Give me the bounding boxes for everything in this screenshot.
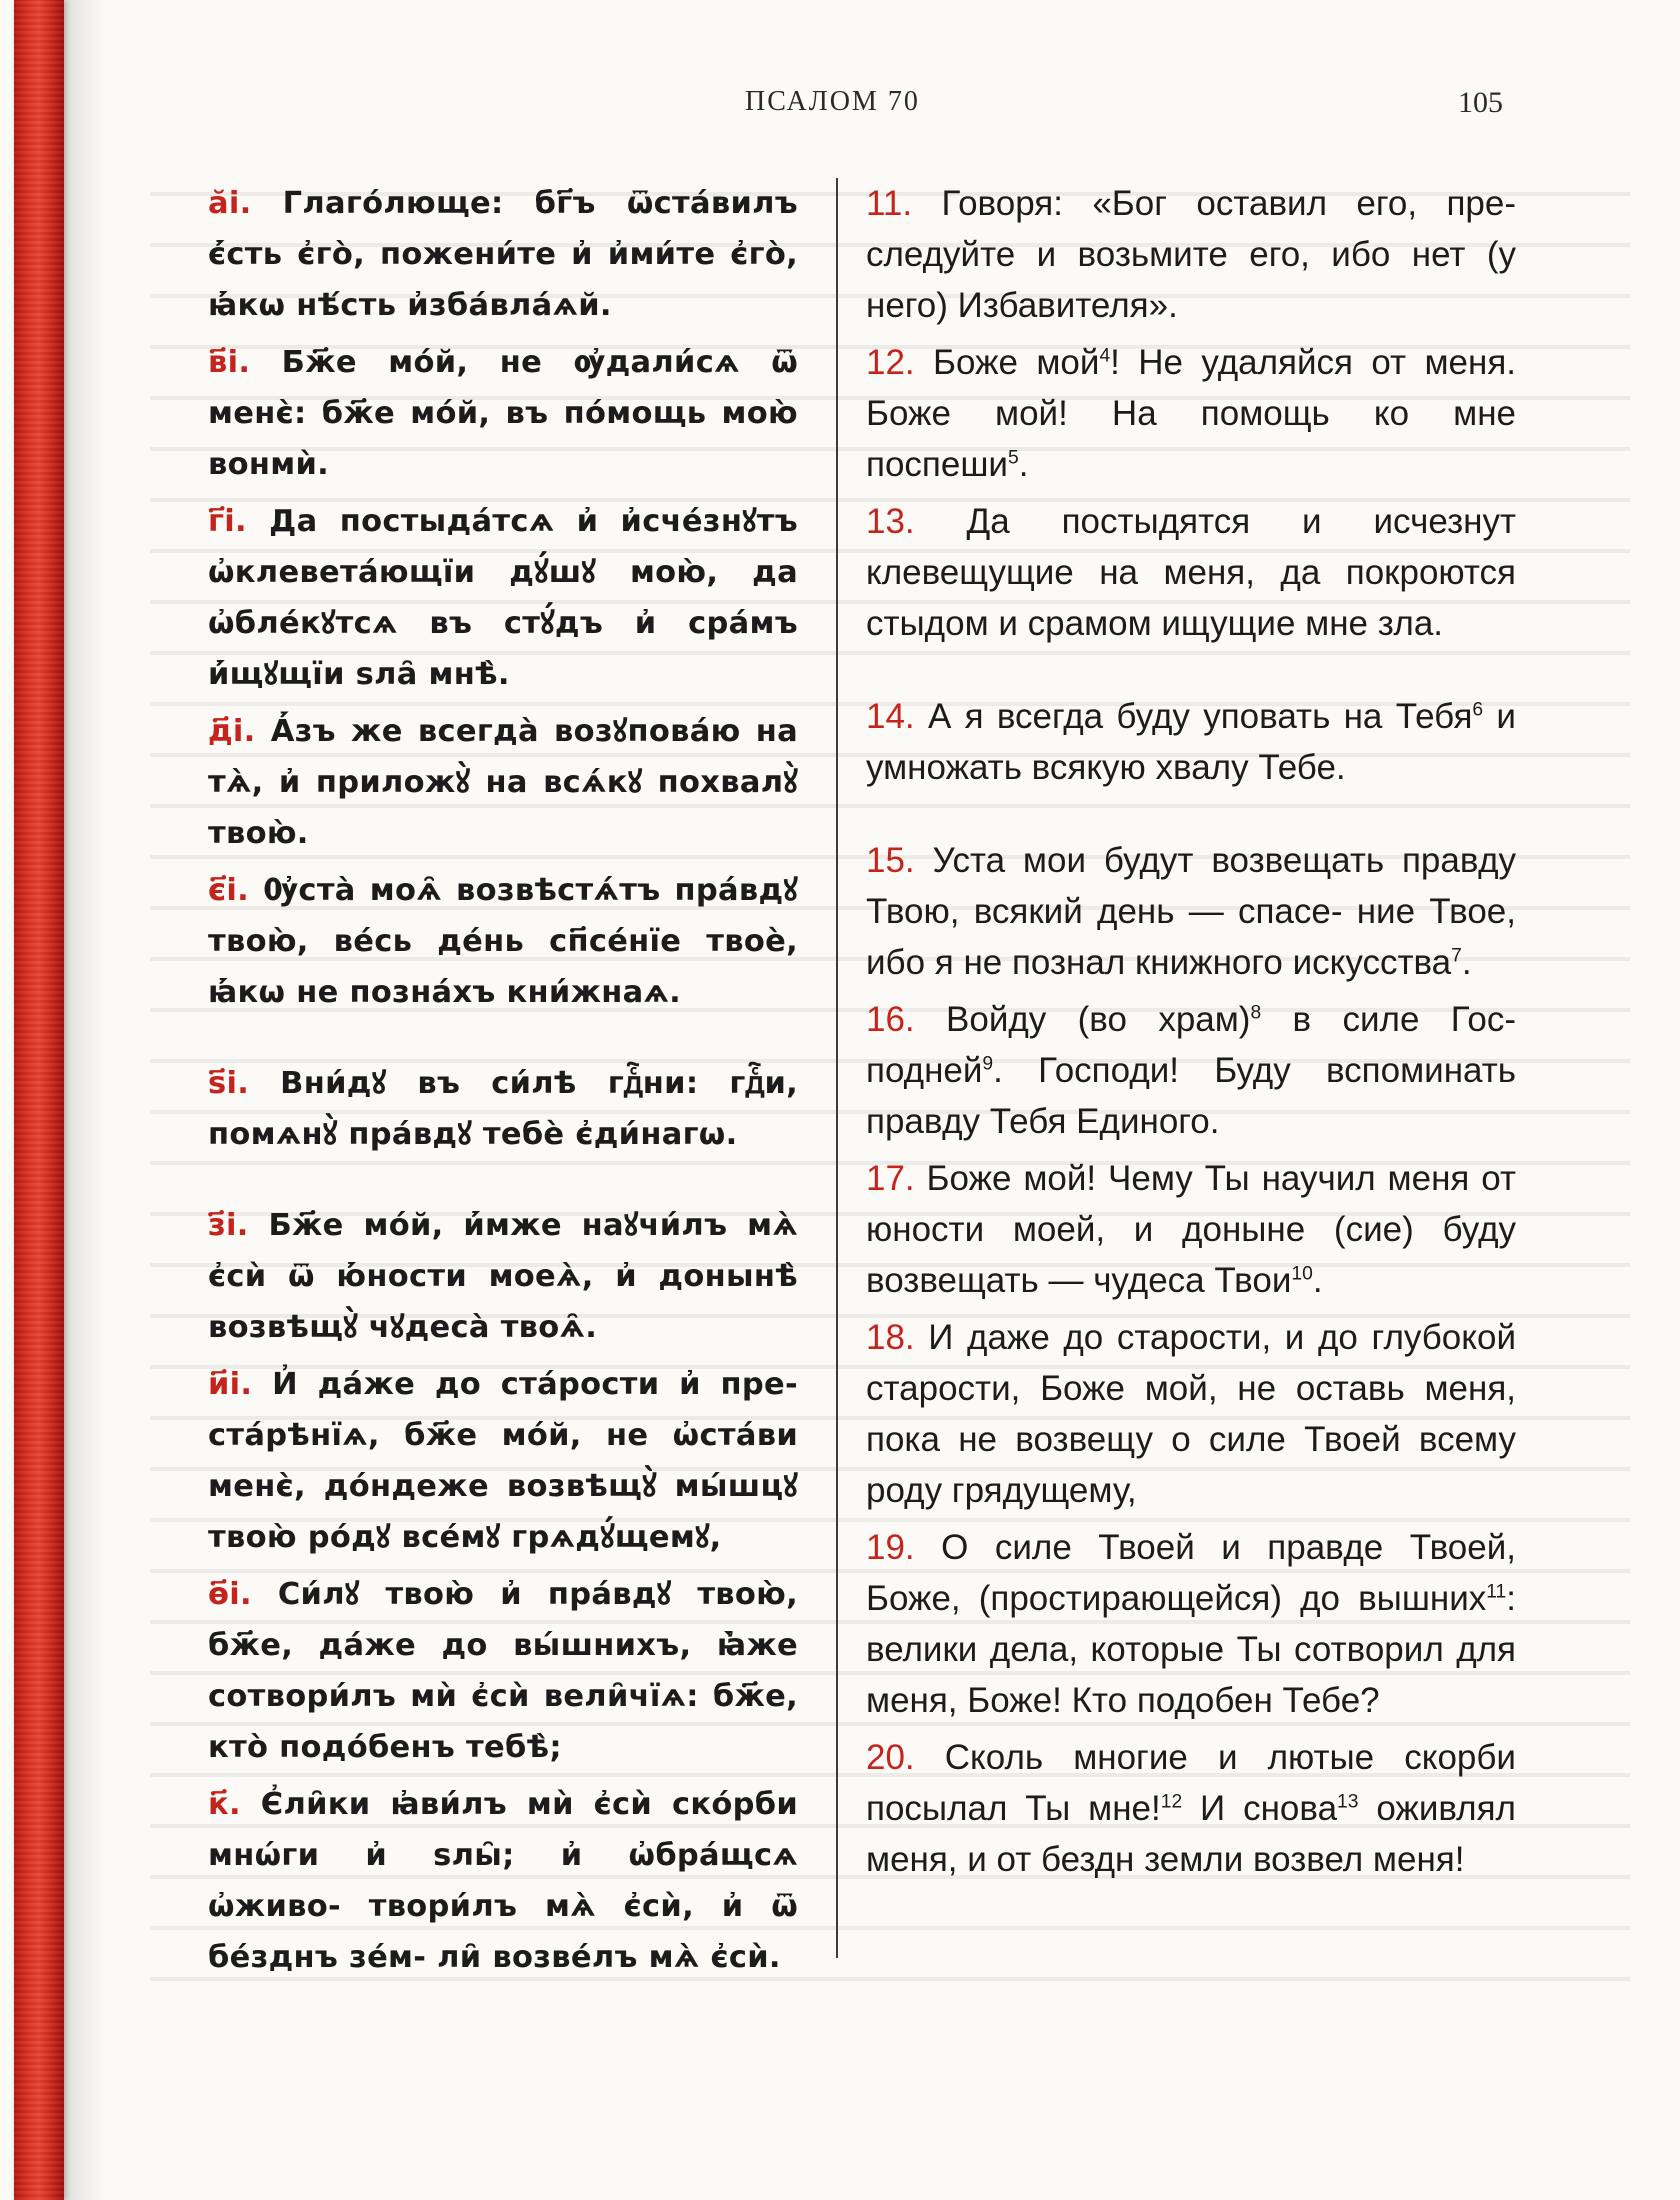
verse [208, 1779, 798, 1983]
footnote-marker: 7 [1451, 945, 1462, 967]
verse-text: . Господи! Буду вспоминать правду Тебя Единого. [866, 1051, 1516, 1141]
verse-number: в҃і. [208, 345, 251, 380]
footnote-marker: 5 [1007, 447, 1019, 469]
verse-number: д҃і. [208, 714, 256, 749]
verse [866, 496, 1516, 649]
verse-text: . [1312, 1261, 1323, 1300]
verse-number: 12. [866, 343, 915, 382]
verse-text: Да постыдятся и исчезнут клевещущие на меня, да покроются стыдом и срамом ищущие мне зла. [866, 502, 1516, 643]
verse-text: И снова [1182, 1789, 1338, 1828]
verse-text: А я всегда буду уповать на Тебя [927, 697, 1473, 736]
verse-text: Ѹ҆ста̀ моѧ̑ возвѣстѧ́тъ пра́вдꙋ твою̀, ве́сь де́нь сп҃се́нїе твоѐ, ꙗ҆́кѡ не позна́хъ кни́жнаѧ. [208, 873, 799, 1010]
verse-number: ӑі. [208, 186, 252, 221]
verse [866, 1153, 1516, 1306]
verse-text: Боже мой [933, 343, 1100, 382]
verse-number: ѕ҃і. [208, 1066, 250, 1101]
bookmark-ribbon [14, 0, 64, 2200]
verse-text: : велики дела, которые Ты сотворил для меня, Боже! Кто подобен Тебе? [866, 1579, 1516, 1720]
verse [866, 691, 1516, 793]
verse-number: 17. [866, 1159, 915, 1198]
footnote-marker: 8 [1250, 1002, 1262, 1024]
verse [208, 178, 798, 331]
verse [208, 337, 798, 490]
church-slavonic-column [208, 178, 798, 1989]
verse-number: 19. [866, 1528, 915, 1567]
verse-text: и умножать всякую хвалу Тебе. [866, 697, 1516, 787]
verse [208, 1359, 798, 1563]
verse-text: оживлял меня, и от бездн земли возвел меня! [866, 1789, 1516, 1879]
verse-number: 11. [866, 184, 913, 223]
footnote-marker: 12 [1160, 1791, 1183, 1813]
verse-text: А҆́зъ же всегда̀ возꙋпова́ю на тѧ̀, и҆ приложꙋ̀ на всѧ́кꙋ похвалꙋ̀ твою̀. [208, 714, 798, 851]
verse-text: О силе Твоей и правде Твоей, Боже, (простирающейся) до вышних [866, 1528, 1516, 1618]
footnote-marker: 4 [1099, 345, 1111, 367]
verse [866, 337, 1516, 490]
verse-text: Бж҃е мо́й, и҆́мже наꙋчи́лъ мѧ̀ є҆сѝ ѿ ю҆́ности моеѧ̀, и҆ донынѣ̀ возвѣщꙋ̀ чꙋдеса̀ твоѧ̑. [208, 1208, 798, 1345]
verse-text: И҆ да́же до ста́рости и҆ пре- ста́рѣнїѧ, бж҃е мо́й, не ѡ҆ста́ви менє̀, до́ндеже возвѣщꙋ̀ мы́шцꙋ твою̀ ро́дꙋ все́мꙋ грѧдꙋ́щемꙋ, [208, 1367, 798, 1555]
page-gutter-shadow [64, 0, 104, 2200]
verse-number: и҃і. [208, 1367, 253, 1402]
footnote-marker: 9 [982, 1053, 994, 1075]
verse-number: 16. [866, 1000, 915, 1039]
verse-text: Вни́дꙋ въ си́лѣ гдⷭ҇ни: гдⷭ҇и, помѧнꙋ̀ пра́вдꙋ тебѐ є҆ди́нагѡ. [208, 1066, 798, 1152]
verse [208, 706, 798, 859]
verse-number: з҃і. [208, 1208, 249, 1243]
verse [208, 865, 798, 1018]
verse [208, 1569, 798, 1773]
russian-column [866, 178, 1516, 1891]
verse-text: Си́лꙋ твою̀ и҆ пра́вдꙋ твою̀, бж҃е, да́же до вы́шнихъ, ꙗ҆̀же сотвори́лъ мѝ є҆сѝ вели̑чїѧ: бж҃е, кто̀ подо́бенъ тебѣ̀; [208, 1577, 798, 1765]
page-number: 105 [1458, 86, 1503, 119]
column-divider [836, 178, 838, 1958]
footnote-marker: 10 [1291, 1263, 1313, 1285]
verse-text: ! Не удаляйся от меня. Боже мой! На помощь ко мне поспеши [866, 343, 1516, 484]
footnote-marker: 11 [1486, 1581, 1507, 1603]
footnote-marker: 6 [1472, 699, 1484, 721]
verse-number: 13. [866, 502, 915, 541]
verse-text: Уста мои будут возвещать правду Твою, всякий день — спасе- ние Твое, ибо я не познал книжного искусства [866, 841, 1516, 982]
psalm-title: ПСАЛОМ 70 [745, 86, 920, 117]
verse-text: . [1461, 943, 1472, 982]
verse-text: Боже мой! Чему Ты научил меня от юности моей, и доныне (сие) буду возвещать — чудеса Твои [866, 1159, 1516, 1300]
verse [208, 1058, 798, 1160]
verse-number: 20. [866, 1738, 915, 1777]
verse-number: г҃і. [208, 504, 247, 539]
running-head [0, 86, 1680, 126]
verse-number: ѳ҃і. [208, 1577, 252, 1612]
verse-text: Да постыда́тсѧ и҆ и҆сче́знꙋтъ ѡ҆клевета́ющїи дꙋ́шꙋ мою̀, да ѡ҆бле́кꙋтсѧ въ стꙋ́дъ и҆ сра́мъ и҆́щꙋщїи ѕла̑ мнѣ̀. [208, 504, 798, 692]
verse [866, 994, 1516, 1147]
verse-text: Глаго́люще: бг҃ъ ѿста́вилъ є҆́сть є҆го̀, пожени́те и҆ и҆ми́те є҆го̀, ꙗ҆́кѡ нѣ́сть и҆зба́вла́ѧй. [208, 186, 798, 323]
verse [866, 178, 1516, 331]
verse [866, 1312, 1516, 1516]
verse [866, 1522, 1516, 1726]
verse-text: Бж҃е мо́й, не ѹ҆дали́сѧ ѿ менє̀: бж҃е мо́й, въ по́мощь мою̀ вонмѝ. [208, 345, 799, 482]
verse-text: Є҆ли̑ки ꙗ҆ви́лъ мѝ є҆сѝ ско́рби мнѡ́ги и҆ ѕлы̑; и҆ ѡ҆бра́щсѧ ѡ҆живо- твори́лъ мѧ̀ є҆сѝ, и҆ ѿ бе́зднъ зе́м- ли̑ возве́лъ мѧ̀ є҆сѝ. [208, 1787, 798, 1975]
verse-text: Войду (во храм) [946, 1000, 1251, 1039]
verse [208, 496, 798, 700]
verse [866, 835, 1516, 988]
verse-number: є҃і. [208, 873, 250, 908]
verse-text: Сколь многие и лютые скорби посылал Ты мне! [866, 1738, 1516, 1828]
verse-number: 15. [866, 841, 915, 880]
verse-text: в силе Гос- подней [866, 1000, 1516, 1090]
verse-number: к҃. [208, 1787, 241, 1822]
verse-text: И даже до старости, и до глубокой старости, Боже мой, не оставь меня, пока не возвещу о силе Твоей всему роду грядущему, [866, 1318, 1516, 1510]
verse [208, 1200, 798, 1353]
footnote-marker: 13 [1337, 1791, 1359, 1813]
verse [866, 1732, 1516, 1885]
verse-number: 14. [866, 697, 915, 736]
verse-number: 18. [866, 1318, 915, 1357]
verse-text: . [1018, 445, 1029, 484]
verse-text: Говоря: «Бог оставил его, пре- следуйте и возьмите его, ибо нет (у него) Избавителя». [866, 184, 1516, 325]
